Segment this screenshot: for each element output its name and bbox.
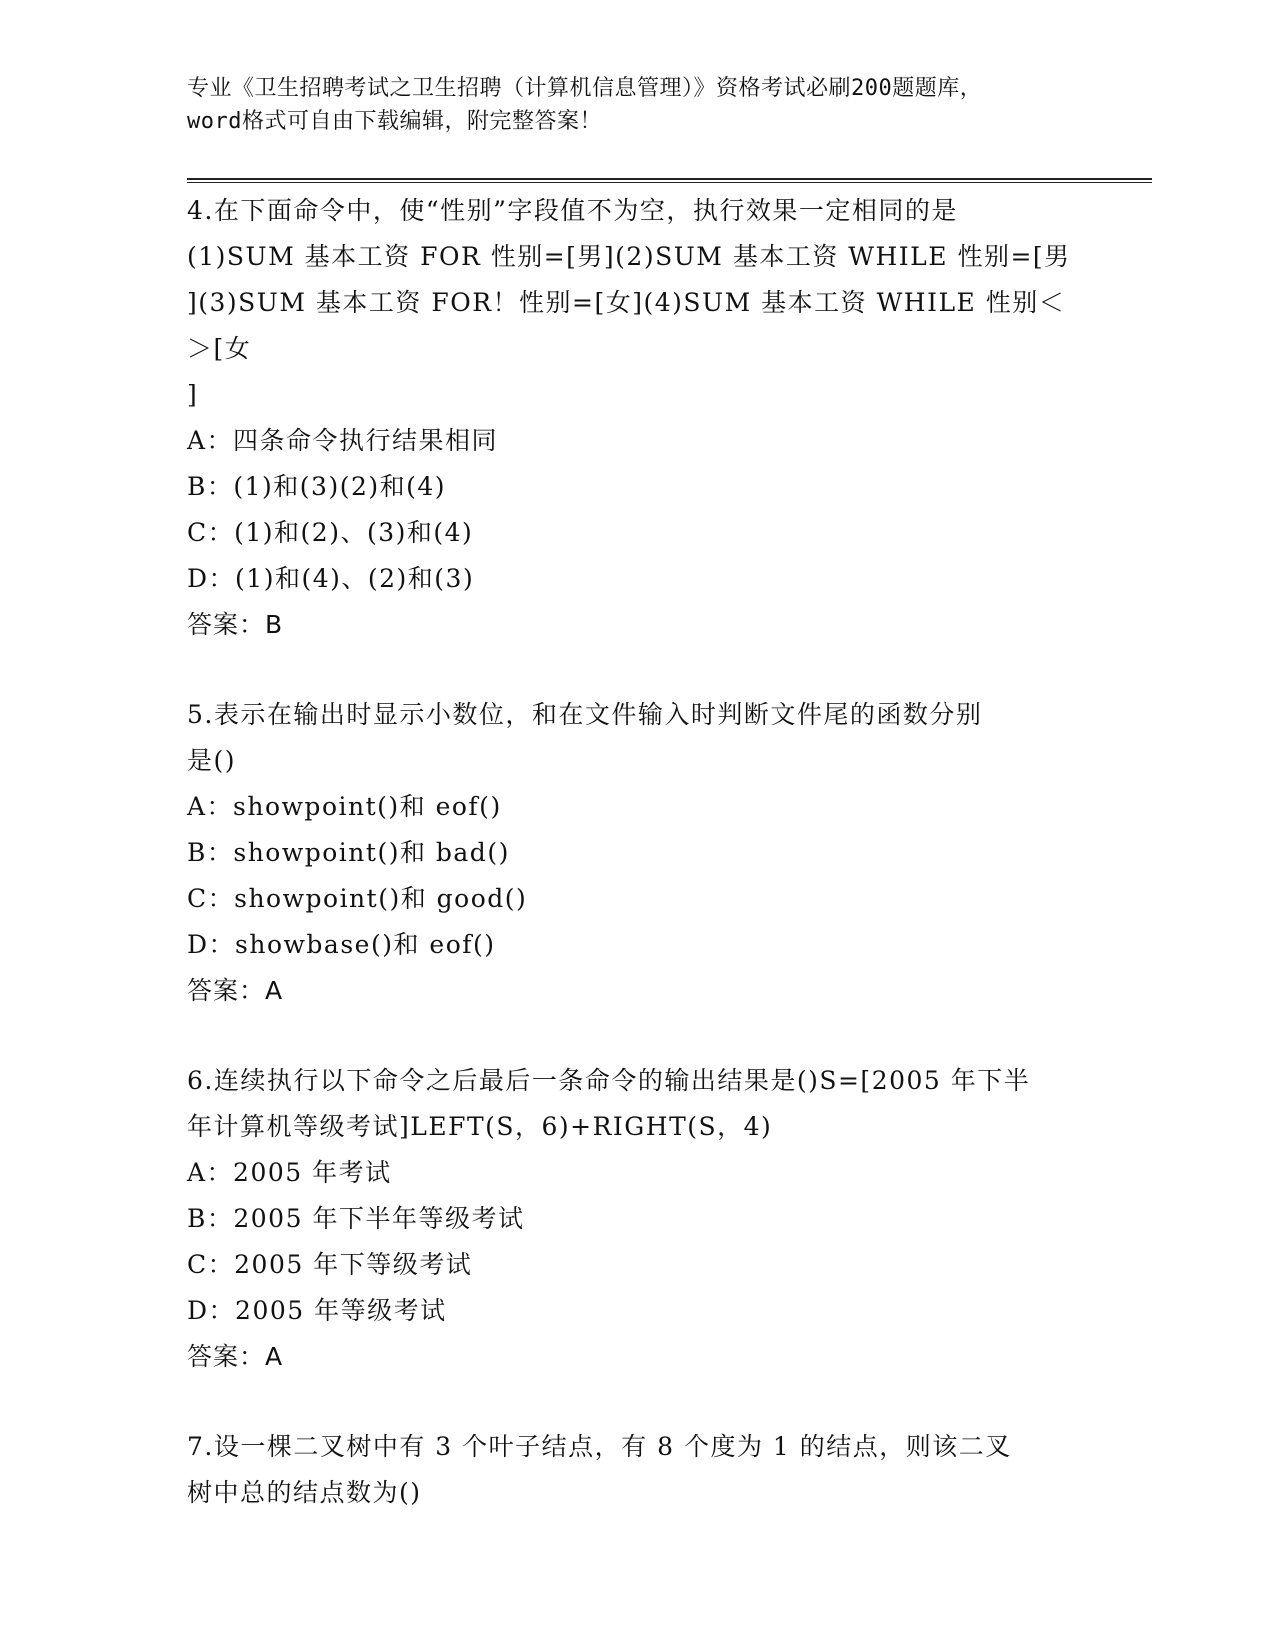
question-6-line-1: 6.连续执行以下命令之后最后一条命令的输出结果是()S=[2005 年下半 [187, 1066, 1031, 1095]
question-6-option-c: C：2005 年下等级考试 [187, 1250, 473, 1279]
question-6-answer: 答案：A [187, 1342, 284, 1371]
question-5-option-a: A：showpoint()和 eof() [187, 792, 502, 821]
question-4-line-3: ](3)SUM 基本工资 FOR！性别=[女](4)SUM 基本工资 WHILE 性别＜＞[女 [187, 288, 1066, 363]
question-4-line-4: ] [187, 380, 199, 409]
question-spacer [187, 648, 1087, 692]
question-spacer [187, 1380, 1087, 1424]
question-7-line-2: 树中总的结点数为() [187, 1478, 422, 1507]
header-line-2: word格式可自由下载编辑，附完整答案！ [187, 109, 602, 134]
question-4-option-a: A：四条命令执行结果相同 [187, 426, 499, 455]
header-divider [187, 178, 1152, 183]
question-6-option-a: A：2005 年考试 [187, 1158, 392, 1187]
header-line-1: 专业《卫生招聘考试之卫生招聘（计算机信息管理）》资格考试必刷200题题库， [187, 76, 983, 101]
question-5 [187, 692, 1087, 1014]
question-spacer [187, 1014, 1087, 1058]
question-5-line-2: 是() [187, 746, 237, 775]
question-6 [187, 1058, 1087, 1380]
question-7-line-1: 7.设一棵二叉树中有 3 个叶子结点，有 8 个度为 1 的结点，则该二叉 [187, 1432, 1012, 1461]
question-4 [187, 188, 1087, 648]
question-4-line-1: 4.在下面命令中，使“性别”字段值不为空，执行效果一定相同的是 [187, 196, 958, 225]
question-4-option-b: B：(1)和(3)(2)和(4) [187, 472, 447, 501]
question-4-answer: 答案：B [187, 610, 284, 639]
question-5-line-1: 5.表示在输出时显示小数位，和在文件输入时判断文件尾的函数分别 [187, 700, 983, 729]
question-7 [187, 1424, 1087, 1516]
question-5-option-d: D：showbase()和 eof() [187, 930, 496, 959]
question-6-option-b: B：2005 年下半年等级考试 [187, 1204, 525, 1233]
document-header [187, 72, 1087, 138]
question-4-line-2: (1)SUM 基本工资 FOR 性别=[男](2)SUM 基本工资 WHILE 性别=[男 [187, 242, 1071, 271]
question-6-line-2: 年计算机等级考试]LEFT(S，6)+RIGHT(S，4) [187, 1112, 773, 1141]
question-5-answer: 答案：A [187, 976, 284, 1005]
question-4-option-c: C：(1)和(2)、(3)和(4) [187, 518, 474, 547]
question-4-option-d: D：(1)和(4)、(2)和(3) [187, 564, 475, 593]
question-5-option-b: B：showpoint()和 bad() [187, 838, 510, 867]
question-5-option-c: C：showpoint()和 good() [187, 884, 528, 913]
question-6-option-d: D：2005 年等级考试 [187, 1296, 447, 1325]
question-list [187, 188, 1087, 1516]
